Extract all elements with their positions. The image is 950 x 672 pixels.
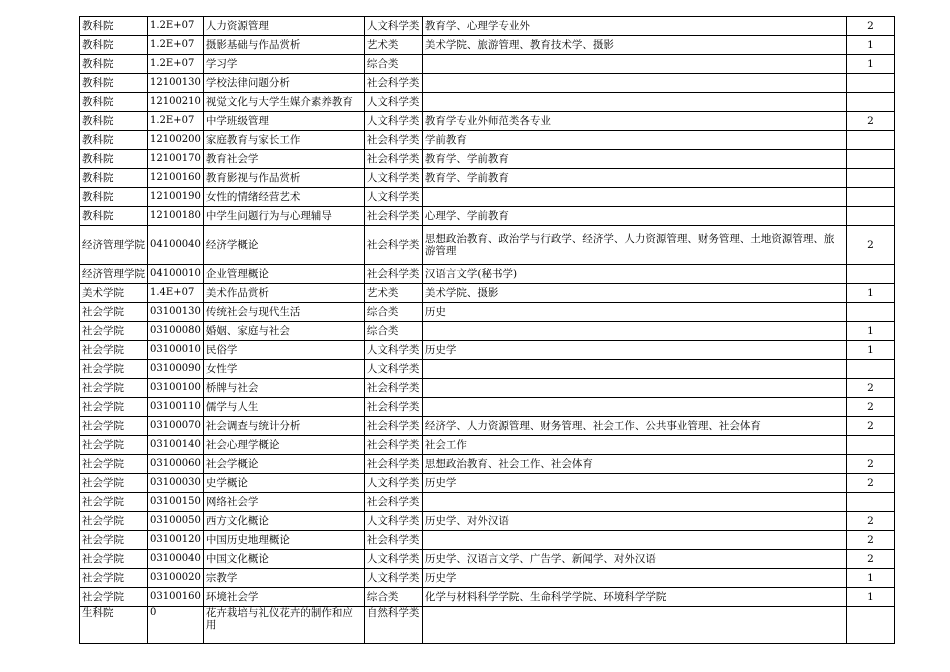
course-code-cell[interactable]: 03100030 [148,474,204,493]
department-cell[interactable]: 教科院 [80,169,148,188]
category-cell[interactable]: 社会科学类 [364,131,422,150]
course-name-cell[interactable]: 社会调查与统计分析 [203,417,364,436]
table-row[interactable] [80,150,895,169]
course-code-cell[interactable]: 03100150 [148,493,204,512]
course-code-cell[interactable]: 12100190 [148,188,204,207]
course-name-cell[interactable]: 宗教学 [203,569,364,588]
count-cell[interactable] [846,493,894,512]
count-cell[interactable] [846,265,894,284]
category-cell[interactable]: 社会科学类 [364,207,422,226]
table-row[interactable] [80,436,895,455]
department-cell[interactable]: 社会学院 [80,493,148,512]
category-cell[interactable]: 艺术类 [364,284,422,303]
restricted-majors-cell[interactable] [422,607,846,644]
table-row[interactable] [80,226,895,265]
department-cell[interactable]: 社会学院 [80,569,148,588]
course-name-cell[interactable]: 环境社会学 [203,588,364,607]
table-row[interactable] [80,588,895,607]
count-cell[interactable]: 2 [846,531,894,550]
department-cell[interactable]: 社会学院 [80,360,148,379]
restricted-majors-cell[interactable] [422,188,846,207]
course-code-cell[interactable]: 03100080 [148,322,204,341]
table-row[interactable] [80,379,895,398]
course-code-cell[interactable]: 12100130 [148,74,204,93]
category-cell[interactable]: 社会科学类 [364,379,422,398]
course-name-cell[interactable]: 家庭教育与家长工作 [203,131,364,150]
department-cell[interactable]: 经济管理学院 [80,265,148,284]
table-row[interactable] [80,284,895,303]
restricted-majors-cell[interactable]: 历史学 [422,474,846,493]
table-row[interactable] [80,607,895,644]
department-cell[interactable]: 教科院 [80,74,148,93]
count-cell[interactable]: 2 [846,474,894,493]
restricted-majors-cell[interactable]: 教育学、学前教育 [422,150,846,169]
table-row[interactable] [80,569,895,588]
department-cell[interactable]: 社会学院 [80,322,148,341]
table-row[interactable] [80,131,895,150]
course-name-cell[interactable]: 民俗学 [203,341,364,360]
table-row[interactable] [80,493,895,512]
department-cell[interactable]: 社会学院 [80,398,148,417]
course-name-cell[interactable]: 学校法律问题分析 [203,74,364,93]
course-name-cell[interactable]: 史学概论 [203,474,364,493]
table-row[interactable] [80,74,895,93]
table-row[interactable] [80,93,895,112]
course-code-cell[interactable]: 04100040 [148,226,204,265]
table-row[interactable] [80,169,895,188]
restricted-majors-cell[interactable]: 美术学院、旅游管理、教育技术学、摄影 [422,36,846,55]
table-row[interactable] [80,531,895,550]
course-name-cell[interactable]: 社会心理学概论 [203,436,364,455]
course-code-cell[interactable]: 03100110 [148,398,204,417]
course-code-cell[interactable]: 03100020 [148,569,204,588]
restricted-majors-cell[interactable]: 美术学院、摄影 [422,284,846,303]
course-name-cell[interactable]: 人力资源管理 [203,17,364,36]
count-cell[interactable]: 2 [846,379,894,398]
category-cell[interactable]: 人文科学类 [364,112,422,131]
count-cell[interactable] [846,188,894,207]
course-code-cell[interactable]: 12100180 [148,207,204,226]
department-cell[interactable]: 社会学院 [80,303,148,322]
restricted-majors-cell[interactable] [422,398,846,417]
table-row[interactable] [80,417,895,436]
restricted-majors-cell[interactable]: 历史学 [422,569,846,588]
restricted-majors-cell[interactable] [422,379,846,398]
restricted-majors-cell[interactable]: 化学与材料科学学院、生命科学学院、环境科学学院 [422,588,846,607]
category-cell[interactable]: 社会科学类 [364,226,422,265]
category-cell[interactable]: 人文科学类 [364,188,422,207]
restricted-majors-cell[interactable] [422,493,846,512]
category-cell[interactable]: 综合类 [364,55,422,74]
department-cell[interactable]: 社会学院 [80,379,148,398]
category-cell[interactable]: 人文科学类 [364,17,422,36]
restricted-majors-cell[interactable]: 心理学、学前教育 [422,207,846,226]
table-row[interactable] [80,36,895,55]
course-name-cell[interactable]: 花卉栽培与礼仪花卉的制作和应用 [203,607,364,644]
course-name-cell[interactable]: 社会学概论 [203,455,364,474]
count-cell[interactable]: 1 [846,588,894,607]
course-name-cell[interactable]: 企业管理概论 [203,265,364,284]
table-row[interactable] [80,341,895,360]
course-code-cell[interactable]: 03100100 [148,379,204,398]
department-cell[interactable]: 社会学院 [80,436,148,455]
course-code-cell[interactable]: 1.4E+07 [148,284,204,303]
category-cell[interactable]: 综合类 [364,588,422,607]
category-cell[interactable]: 自然科学类 [364,607,422,644]
table-row[interactable] [80,112,895,131]
department-cell[interactable]: 教科院 [80,55,148,74]
table-row[interactable] [80,55,895,74]
course-name-cell[interactable]: 教育社会学 [203,150,364,169]
course-name-cell[interactable]: 桥牌与社会 [203,379,364,398]
restricted-majors-cell[interactable]: 汉语言文学(秘书学) [422,265,846,284]
count-cell[interactable]: 2 [846,17,894,36]
department-cell[interactable]: 社会学院 [80,588,148,607]
table-row[interactable] [80,512,895,531]
count-cell[interactable] [846,207,894,226]
restricted-majors-cell[interactable]: 经济学、人力资源管理、财务管理、社会工作、公共事业管理、社会体育 [422,417,846,436]
course-name-cell[interactable]: 西方文化概论 [203,512,364,531]
course-name-cell[interactable]: 中学班级管理 [203,112,364,131]
table-row[interactable] [80,188,895,207]
course-name-cell[interactable]: 网络社会学 [203,493,364,512]
count-cell[interactable]: 1 [846,569,894,588]
restricted-majors-cell[interactable]: 思想政治教育、政治学与行政学、经济学、人力资源管理、财务管理、土地资源管理、旅游管理 [422,226,846,265]
count-cell[interactable] [846,360,894,379]
course-table-body [80,17,895,644]
table-row[interactable] [80,265,895,284]
course-code-cell[interactable]: 03100140 [148,436,204,455]
count-cell[interactable]: 1 [846,341,894,360]
restricted-majors-cell[interactable]: 社会工作 [422,436,846,455]
course-name-cell[interactable]: 儒学与人生 [203,398,364,417]
restricted-majors-cell[interactable]: 学前教育 [422,131,846,150]
course-code-cell[interactable]: 03100040 [148,550,204,569]
course-name-cell[interactable]: 美术作品赏析 [203,284,364,303]
department-cell[interactable]: 社会学院 [80,512,148,531]
category-cell[interactable]: 人文科学类 [364,341,422,360]
category-cell[interactable]: 艺术类 [364,36,422,55]
category-cell[interactable]: 人文科学类 [364,93,422,112]
course-name-cell[interactable]: 传统社会与现代生活 [203,303,364,322]
course-code-cell[interactable]: 03100050 [148,512,204,531]
restricted-majors-cell[interactable]: 教育学、学前教育 [422,169,846,188]
course-code-cell[interactable]: 03100010 [148,341,204,360]
category-cell[interactable]: 社会科学类 [364,74,422,93]
course-code-cell[interactable]: 12100160 [148,169,204,188]
course-name-cell[interactable]: 视觉文化与大学生媒介素养教育 [203,93,364,112]
course-code-cell[interactable]: 03100160 [148,588,204,607]
course-name-cell[interactable]: 中国文化概论 [203,550,364,569]
department-cell[interactable]: 教科院 [80,150,148,169]
course-name-cell[interactable]: 教育影视与作品赏析 [203,169,364,188]
count-cell[interactable]: 1 [846,322,894,341]
restricted-majors-cell[interactable] [422,93,846,112]
course-code-cell[interactable]: 12100200 [148,131,204,150]
count-cell[interactable]: 1 [846,36,894,55]
department-cell[interactable]: 教科院 [80,17,148,36]
category-cell[interactable]: 人文科学类 [364,512,422,531]
course-code-cell[interactable]: 12100170 [148,150,204,169]
table-row[interactable] [80,455,895,474]
department-cell[interactable]: 社会学院 [80,455,148,474]
course-code-cell[interactable]: 1.2E+07 [148,112,204,131]
course-name-cell[interactable]: 婚姻、家庭与社会 [203,322,364,341]
category-cell[interactable]: 社会科学类 [364,436,422,455]
course-name-cell[interactable]: 女性学 [203,360,364,379]
department-cell[interactable]: 社会学院 [80,474,148,493]
department-cell[interactable]: 教科院 [80,188,148,207]
table-row[interactable] [80,17,895,36]
restricted-majors-cell[interactable] [422,55,846,74]
table-row[interactable] [80,303,895,322]
department-cell[interactable]: 生科院 [80,607,148,644]
category-cell[interactable]: 社会科学类 [364,531,422,550]
count-cell[interactable]: 2 [846,112,894,131]
category-cell[interactable]: 社会科学类 [364,150,422,169]
department-cell[interactable]: 教科院 [80,93,148,112]
department-cell[interactable]: 教科院 [80,131,148,150]
course-name-cell[interactable]: 经济学概论 [203,226,364,265]
department-cell[interactable]: 美术学院 [80,284,148,303]
count-cell[interactable] [846,436,894,455]
count-cell[interactable] [846,150,894,169]
table-row[interactable] [80,322,895,341]
course-name-cell[interactable]: 学习学 [203,55,364,74]
category-cell[interactable]: 综合类 [364,322,422,341]
course-code-cell[interactable]: 03100060 [148,455,204,474]
category-cell[interactable]: 人文科学类 [364,569,422,588]
count-cell[interactable]: 2 [846,398,894,417]
category-cell[interactable]: 人文科学类 [364,169,422,188]
course-name-cell[interactable]: 中国历史地理概论 [203,531,364,550]
course-name-cell[interactable]: 摄影基础与作品赏析 [203,36,364,55]
count-cell[interactable]: 2 [846,226,894,265]
course-code-cell[interactable]: 1.2E+07 [148,36,204,55]
category-cell[interactable]: 人文科学类 [364,474,422,493]
category-cell[interactable]: 社会科学类 [364,417,422,436]
course-code-cell[interactable]: 03100070 [148,417,204,436]
restricted-majors-cell[interactable]: 教育学专业外师范类各专业 [422,112,846,131]
department-cell[interactable]: 教科院 [80,207,148,226]
table-row[interactable] [80,398,895,417]
count-cell[interactable]: 1 [846,55,894,74]
course-code-cell[interactable]: 03100090 [148,360,204,379]
department-cell[interactable]: 社会学院 [80,341,148,360]
category-cell[interactable]: 人文科学类 [364,550,422,569]
restricted-majors-cell[interactable]: 历史学 [422,341,846,360]
restricted-majors-cell[interactable]: 历史 [422,303,846,322]
count-cell[interactable] [846,607,894,644]
course-name-cell[interactable]: 中学生问题行为与心理辅导 [203,207,364,226]
course-code-cell[interactable]: 1.2E+07 [148,17,204,36]
restricted-majors-cell[interactable] [422,360,846,379]
count-cell[interactable] [846,169,894,188]
count-cell[interactable] [846,303,894,322]
course-code-cell[interactable]: 03100120 [148,531,204,550]
restricted-majors-cell[interactable]: 思想政治教育、社会工作、社会体育 [422,455,846,474]
course-code-cell[interactable]: 04100010 [148,265,204,284]
department-cell[interactable]: 教科院 [80,112,148,131]
count-cell[interactable] [846,93,894,112]
course-code-cell[interactable]: 12100210 [148,93,204,112]
category-cell[interactable]: 社会科学类 [364,455,422,474]
course-code-cell[interactable]: 0 [148,607,204,644]
count-cell[interactable] [846,74,894,93]
category-cell[interactable]: 社会科学类 [364,493,422,512]
restricted-majors-cell[interactable]: 历史学、对外汉语 [422,512,846,531]
category-cell[interactable]: 社会科学类 [364,398,422,417]
department-cell[interactable]: 社会学院 [80,417,148,436]
course-name-cell[interactable]: 女性的情绪经营艺术 [203,188,364,207]
table-row[interactable] [80,550,895,569]
count-cell[interactable] [846,131,894,150]
restricted-majors-cell[interactable] [422,322,846,341]
restricted-majors-cell[interactable]: 教育学、心理学专业外 [422,17,846,36]
course-code-cell[interactable]: 1.2E+07 [148,55,204,74]
restricted-majors-cell[interactable] [422,74,846,93]
table-row[interactable] [80,207,895,226]
course-table [79,16,895,644]
count-cell[interactable]: 2 [846,512,894,531]
count-cell[interactable]: 1 [846,284,894,303]
restricted-majors-cell[interactable]: 历史学、汉语言文学、广告学、新闻学、对外汉语 [422,550,846,569]
department-cell[interactable]: 教科院 [80,36,148,55]
restricted-majors-cell[interactable] [422,531,846,550]
department-cell[interactable]: 经济管理学院 [80,226,148,265]
department-cell[interactable]: 社会学院 [80,550,148,569]
count-cell[interactable]: 2 [846,550,894,569]
category-cell[interactable]: 综合类 [364,303,422,322]
table-row[interactable] [80,360,895,379]
category-cell[interactable]: 人文科学类 [364,360,422,379]
table-row[interactable] [80,474,895,493]
category-cell[interactable]: 社会科学类 [364,265,422,284]
course-code-cell[interactable]: 03100130 [148,303,204,322]
department-cell[interactable]: 社会学院 [80,531,148,550]
count-cell[interactable]: 2 [846,417,894,436]
count-cell[interactable]: 2 [846,455,894,474]
